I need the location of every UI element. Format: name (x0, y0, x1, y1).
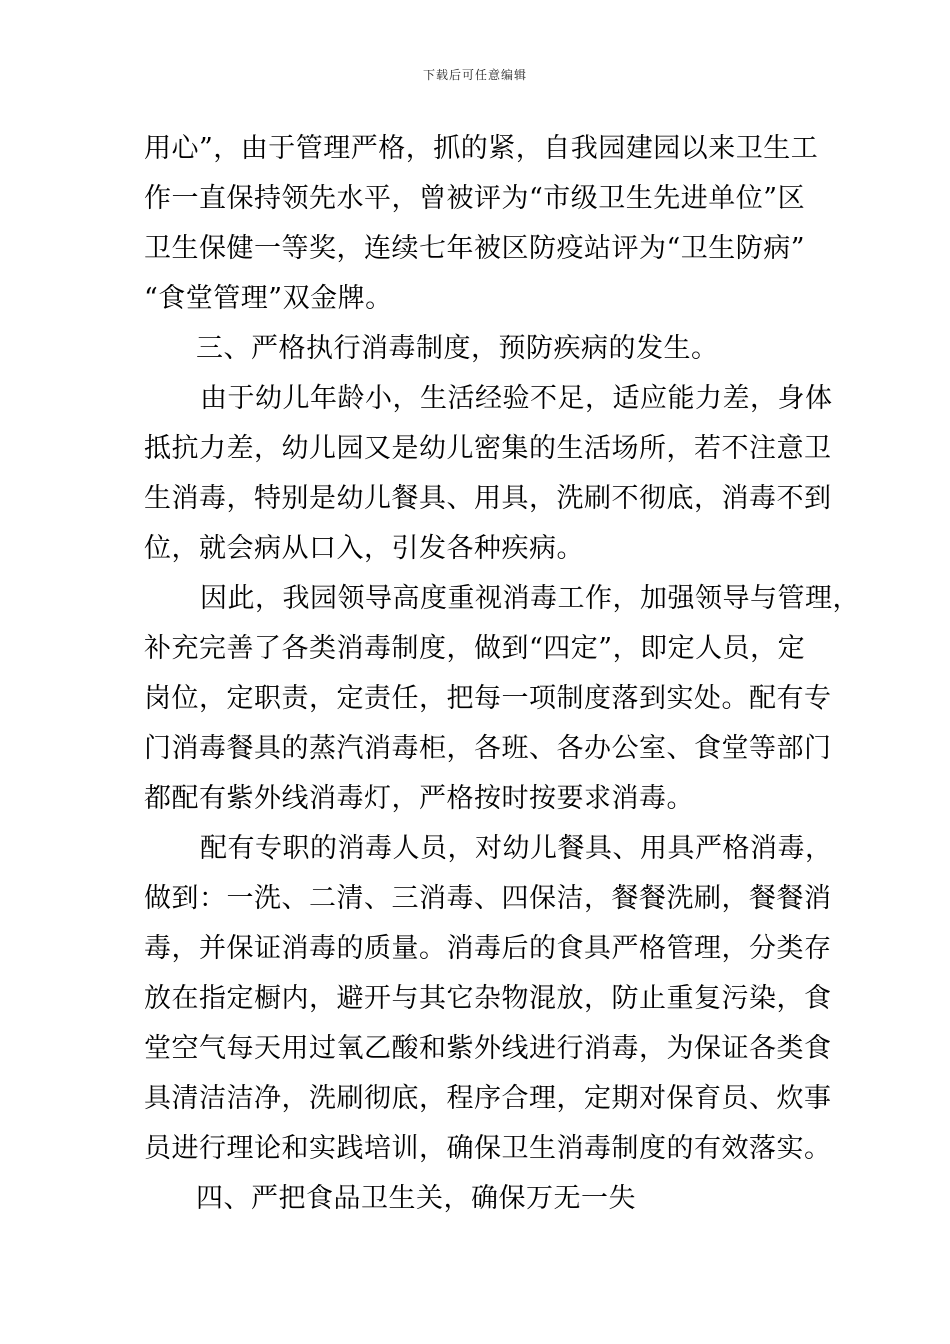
text-line: 生消毒，特别是幼儿餐具、用具，洗刷不彻底，消毒不到 (144, 483, 832, 514)
paragraph-first-line: 因此，我园领导高度重视消毒工作，加强领导与管理， (200, 583, 860, 614)
text-line: 员进行理论和实践培训，确保卫生消毒制度的有效落实。 (144, 1133, 832, 1164)
text-line: 都配有紫外线消毒灯，严格按时按要求消毒。 (144, 783, 694, 814)
header-note: 下载后可任意编辑 (422, 68, 527, 82)
text-line: 作一直保持领先水平，曾被评为“市级卫生先进单位”区 (144, 183, 806, 214)
text-line: 用心”，由于管理严格，抓的紧，自我园建园以来卫生工 (144, 133, 819, 164)
text-line: 具清洁洁净，洗刷彻底，程序合理，定期对保育员、炊事 (144, 1083, 832, 1114)
text-line: 做到：一洗、二清、三消毒、四保洁，餐餐洗刷，餐餐消 (144, 883, 832, 914)
paragraph-first-line: 由于幼儿年龄小，生活经验不足，适应能力差，身体 (200, 383, 833, 414)
text-line: 位，就会病从口入，引发各种疾病。 (144, 533, 584, 564)
text-line: 卫生保健一等奖，连续七年被区防疫站评为“卫生防病” (144, 233, 806, 264)
text-line: 门消毒餐具的蒸汽消毒柜，各班、各办公室、食堂等部门 (144, 733, 832, 764)
text-line: “食堂管理”双金牌。 (144, 283, 393, 314)
text-line: 毒，并保证消毒的质量。消毒后的食具严格管理，分类存 (144, 933, 832, 964)
text-line: 岗位，定职责，定责任，把每一项制度落到实处。配有专 (144, 683, 832, 714)
text-line: 堂空气每天用过氧乙酸和紫外线进行消毒，为保证各类食 (144, 1033, 832, 1064)
section-heading: 三、严格执行消毒制度，预防疾病的发生。 (196, 333, 719, 364)
section-heading: 四、严把食品卫生关，确保万无一失 (196, 1183, 636, 1214)
text-line: 放在指定橱内，避开与其它杂物混放，防止重复污染，食 (144, 983, 832, 1014)
text-line: 补充完善了各类消毒制度，做到“四定”，即定人员，定 (144, 633, 806, 664)
paragraph-first-line: 配有专职的消毒人员，对幼儿餐具、用具严格消毒， (200, 833, 833, 864)
text-line: 抵抗力差，幼儿园又是幼儿密集的生活场所，若不注意卫 (144, 433, 832, 464)
